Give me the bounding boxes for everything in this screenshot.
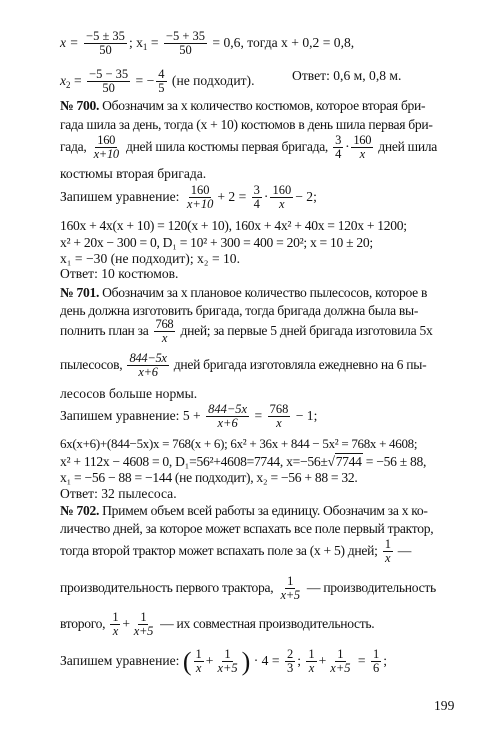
- fraction: $\frac{1}{x}$: [112, 610, 119, 639]
- fraction: $\frac{2}{3}$: [286, 647, 294, 676]
- problem-701-equation: Запишем уравнение: 5 + $\frac{844-5x}{x+6}$ = $\frac{768}{x}$ − 1;: [60, 402, 318, 431]
- fraction: $\frac{160}{x+10}$: [93, 133, 119, 162]
- fraction: $\frac{-5 \pm 35}{50}$: [86, 29, 125, 58]
- problem-number: № 700.: [60, 98, 100, 113]
- fraction: $\frac{3}{4}$: [335, 133, 342, 162]
- prev-solution-line-1: x = $\frac{-5 \pm 35}{50}$ ; $x_1$ = $\frac{-5 + 35}{50}$ = 0,6, тогда x + 0,2 = 0,8,: [60, 29, 355, 58]
- fraction: $\frac{160}{x+10}$: [186, 183, 214, 212]
- problem-number: № 701.: [60, 285, 100, 300]
- problem-701-line-3: полнить план за $\frac{768}{x}$ дней; за первые 5 дней бригада изготовила 5x: [60, 317, 433, 346]
- fraction: $\frac{-5 + 35}{50}$: [165, 29, 205, 58]
- prev-answer: Ответ: 0,6 м, 0,8 м.: [292, 68, 402, 83]
- problem-700-line-2: гада шила за день, тогда (x + 10) костюмов в день шила первая бри-: [60, 117, 433, 132]
- fraction: $\frac{3}{4}$: [253, 183, 260, 212]
- problem-702-equation: Запишем уравнение: ( $\frac{1}{x}$ + $\frac{1}{x+5}$ ) · 4 = $\frac{2}{3}$ ; $\frac{1}{x}$ + $\frac{1}{x+5}$ = $\frac{1}{6}$ ;: [60, 646, 388, 676]
- fraction: $\frac{1}{x+5}$: [217, 647, 238, 676]
- fraction: $\frac{1}{x+5}$: [133, 610, 154, 639]
- problem-701-line-4: пылесосов, $\frac{844-5x}{x+6}$ дней бригада изготовляла ежедневно на 6 пы-: [60, 351, 427, 380]
- problem-701-answer: Ответ: 32 пылесоса.: [60, 486, 177, 501]
- fraction: $\frac{844-5x}{x+6}$: [129, 351, 167, 380]
- problem-700-line-3: гада, $\frac{160}{x+10}$ дней шила костюмы первая бригада, $\frac{3}{4}$ · $\frac{160}{x}$ дней шила: [60, 133, 438, 162]
- problem-700-line-1: № 700. Обозначим за x количество костюмов, которое вторая бри-: [60, 98, 426, 113]
- problem-702-line-1: № 702. Примем объем всей работы за единицу. Обозначим за x ко-: [60, 503, 428, 518]
- problem-700-answer: Ответ: 10 костюмов.: [60, 266, 179, 281]
- problem-701-step-2: x² + 112x − 4608 = 0, D₁=56²+4608=7744, x=−56±√7744 = −56 ± 88,: [60, 454, 427, 469]
- fraction: $\frac{4}{5}$: [158, 67, 165, 96]
- problem-700-step-1: 160x + 4x(x + 10) = 120(x + 10), 160x + 4x² + 40x = 120x + 1200;: [60, 218, 407, 233]
- fraction: $\frac{1}{x+5}$: [280, 574, 300, 603]
- problem-700-equation: Запишем уравнение: $\frac{160}{x+10}$ + 2 = $\frac{3}{4}$ · $\frac{160}{x}$ − 2;: [60, 183, 317, 212]
- problem-701-step-3: x₁ = −56 − 88 = −144 (не подходит), x₂ = −56 + 88 = 32.: [60, 470, 358, 485]
- problem-702-line-4: производительность первого трактора, $\frac{1}{x+5}$ — производительность: [60, 574, 436, 603]
- page-number: 199: [434, 698, 455, 713]
- problem-702-line-5: второго, $\frac{1}{x}$ + $\frac{1}{x+5}$ — их совместная производительность.: [60, 610, 375, 639]
- problem-701-line-2: день должна изготовить бригада, тогда бригада должна была вы-: [60, 303, 419, 318]
- prev-solution-line-2: $x_2$ = $\frac{-5 - 35}{50}$ = − $\frac{4}{5}$ (не подходит). Ответ: 0,6 м, 0,8 м.: [60, 67, 402, 96]
- fraction: $\frac{160}{x}$: [353, 133, 372, 162]
- problem-701-line-5: лесосов больше нормы.: [60, 386, 198, 401]
- fraction: $\frac{768}{x}$: [269, 402, 289, 431]
- problem-700-step-2: x² + 20x − 300 = 0, D₁ = 10² + 300 = 400 = 20²; x = 10 ± 20;: [60, 235, 373, 250]
- problem-number: № 702.: [60, 503, 100, 518]
- fraction: $\frac{1}{x}$: [384, 537, 391, 566]
- problem-700-line-4: костюмы вторая бригада.: [60, 166, 207, 181]
- problem-700-step-3: x₁ = −30 (не подходит); x₂ = 10.: [60, 251, 240, 266]
- problem-702-line-2: личество дней, за которое может вспахать все поле первый трактор,: [60, 521, 434, 536]
- fraction: $\frac{1}{x+5}$: [330, 647, 351, 676]
- fraction: $\frac{1}{x}$: [195, 647, 202, 676]
- fraction: $\frac{1}{6}$: [373, 647, 380, 676]
- problem-701-step-1: 6x(x+6)+(844−5x)x = 768(x + 6); 6x² + 36x + 844 − 5x² = 768x + 4608;: [60, 436, 418, 451]
- problem-701-line-1: № 701. Обозначим за x плановое количество пылесосов, которое в: [60, 285, 428, 300]
- problem-702-line-3: тогда второй трактор может вспахать поле за (x + 5) дней; $\frac{1}{x}$ —: [60, 537, 412, 566]
- fraction: $\frac{160}{x}$: [272, 183, 292, 212]
- fraction: $\frac{-5 - 35}{50}$: [89, 67, 129, 96]
- fraction: $\frac{768}{x}$: [155, 317, 174, 346]
- fraction: $\frac{844-5x}{x+6}$: [208, 402, 248, 431]
- fraction: $\frac{1}{x}$: [308, 647, 315, 676]
